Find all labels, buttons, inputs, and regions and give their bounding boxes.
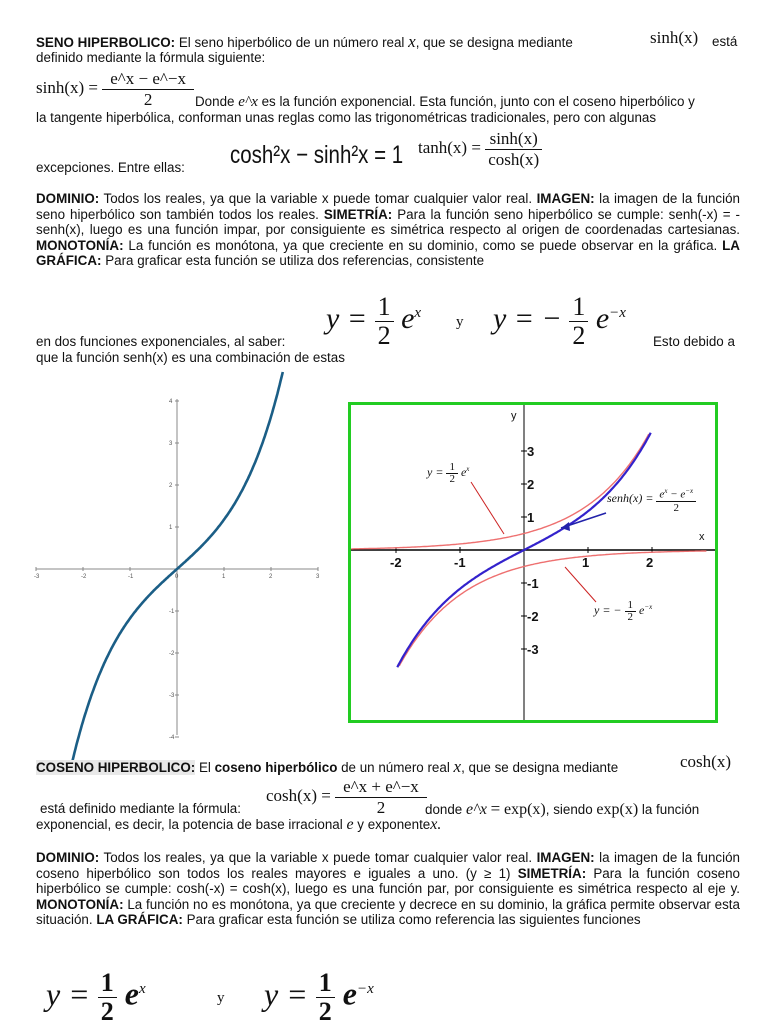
monotonia-text: La función es monótona, ya que creciente en su dominio, como se puede observar en la gráfica. [128, 237, 718, 253]
e-x: e^x [238, 94, 258, 110]
x-tick-label: 1 [222, 574, 226, 580]
exp-x-2: exp(x) [596, 801, 639, 818]
x-axis-label: x [699, 531, 705, 543]
x-tick-label: 0 [175, 574, 179, 580]
cosh-formula [266, 774, 427, 818]
cosh-formula-numerator: e^x + e^−x [335, 777, 427, 798]
sinh-formula-fraction [102, 69, 194, 110]
y-tick-label: -3 [527, 642, 539, 657]
esta-definido-text: está definido mediante la fórmula: [40, 801, 241, 816]
excepciones-text: excepciones. Entre ellas: [36, 160, 185, 175]
sinh-notation: sinh(x) [650, 28, 699, 47]
sinh-donde-line [195, 94, 695, 111]
cosh-intro-b: , que se designa mediante [461, 760, 619, 775]
cosh-dominio-text: Todos los reales, ya que la variable x puede tomar cualquier valor real. [103, 850, 533, 865]
ref-y-connector-cosh: y [217, 990, 225, 1006]
cosh-properties-paragraph [36, 850, 740, 928]
sinh-formula [36, 66, 194, 110]
sinh-formula-numerator: e^x − e^−x [102, 69, 194, 90]
label-upper-ref: y = $\frac{1}{2}$ $e^x$ [427, 460, 470, 485]
y-tick-label: -1 [527, 576, 539, 591]
sinh-formula-denominator: 2 [143, 89, 153, 109]
dominio-label: DOMINIO: [36, 191, 100, 206]
y-tick-label: -2 [527, 609, 539, 624]
esto-debido-text: Esto debido a [653, 334, 735, 349]
combinacion-text: que la función senh(x) es una combinación de estas [36, 350, 345, 365]
monotonia-label: MONOTONÍA: [36, 237, 124, 253]
sinh-heading: SENO HIPERBOLICO: [36, 35, 176, 50]
sinh-graph-canvas [351, 405, 715, 720]
tanh-formula [418, 126, 542, 170]
cosh-dominio-label: DOMINIO: [36, 850, 100, 865]
x-tick-label: -1 [128, 574, 134, 580]
cosh-formula-lhs: cosh(x) = [266, 786, 331, 805]
cosh-donde-line [425, 801, 699, 818]
tanh-numerator: sinh(x) [485, 129, 542, 150]
e-letter: e [346, 816, 354, 833]
cosh-bold-term: coseno hiperbólico [214, 760, 338, 775]
grafica-label: LA GRÁFICA: [36, 237, 740, 269]
sinh-line4: la tangente hiperbólica, conforman unas reglas como las trigonométricas tradicionales, pero con algunas [36, 110, 657, 125]
x-tick-label: 2 [269, 574, 273, 580]
tanh-lhs: tanh(x) = [418, 138, 481, 157]
cosh-line3 [36, 817, 441, 833]
cosh-grafica-label: LA GRÁFICA: [96, 912, 183, 928]
x-tick-label: 3 [316, 574, 320, 580]
simetria-text: Para la función seno hiperbólico se cumple: senh(-x) = -senh(x), luego es una función impar, por consiguiente es simétrica respecto al origen de coordenadas cartesianas. [36, 206, 740, 238]
tanh-denominator: cosh(x) [488, 149, 540, 169]
cosh-formula-denominator: 2 [376, 797, 386, 817]
siendo: , siendo [545, 802, 593, 817]
grafica-text: Para graficar esta función se utiliza dos referencias, consistente [105, 253, 485, 269]
cosh-line3a: exponencial, es decir, la potencia de base irracional [36, 817, 343, 832]
x-tick-label: -2 [81, 574, 87, 580]
imagen-label: IMAGEN: [536, 191, 595, 206]
upper-label-pointer [471, 482, 504, 534]
sinh-graph-simple [34, 395, 320, 741]
cosh-heading: COSENO HIPERBOLICO: [36, 760, 196, 775]
y-tick-label: 3 [527, 444, 535, 459]
y-tick-label: -2 [169, 651, 175, 657]
ref-eq-lower-cosh: y = $\frac{1}{2}$ $e^{-x}$ [264, 967, 374, 1026]
sinh-properties-paragraph [36, 191, 740, 269]
cosh-donde: donde [425, 802, 463, 817]
y-tick-label: 4 [169, 399, 173, 405]
cosh-monotonia-text: La función no es monótona, ya que creciente y decrece en su dominio, la gráfica permite observar esta situación. [36, 896, 740, 928]
ref-eq-upper-cosh: y = $\frac{1}{2}$ $e^x$ [46, 967, 146, 1026]
y-tick-label: -3 [169, 693, 175, 699]
ref-y-connector: y [456, 314, 464, 330]
cosh-el: El [198, 760, 211, 775]
lower-label-pointer [565, 567, 596, 602]
y-axis-label: y [511, 410, 517, 422]
ref-eq-lower-sinh: y = − $\frac{1}{2}$ $e^{-x}$ [493, 291, 626, 350]
cosh-formula-fraction [335, 777, 427, 818]
y-tick-label: 1 [527, 510, 535, 525]
imagen-text: la imagen de la función seno hiperbólico son también todos los reales. [36, 191, 741, 222]
sinh-intro-line2: definido mediante la fórmula siguiente: [36, 50, 266, 65]
eq-sign: = [490, 799, 501, 818]
sinh-intro-c: está [712, 34, 738, 49]
y-tick-label: 3 [169, 441, 173, 447]
sinh-formula-lhs: sinh(x) = [36, 78, 98, 97]
sinh-intro-a: El seno hiperbólico de un número real [178, 35, 405, 50]
y-tick-label: -4 [169, 735, 175, 741]
label-lower-ref: y = − $\frac{1}{2}$ $e^{-x}$ [594, 598, 653, 623]
cosh-imagen-label: IMAGEN: [536, 850, 595, 865]
cosh-imagen-text: la imagen de la función coseno hiperbólico son todos los reales mayores e iguales a uno. (y ≥ 1) [36, 850, 741, 881]
upper-reference-curve [351, 434, 649, 549]
sinh-intro-b: , que se designa mediante [415, 35, 573, 50]
simetria-label: SIMETRÍA: [323, 206, 393, 222]
x-tick-label: 2 [646, 555, 654, 570]
x-tick-label: -1 [454, 555, 466, 570]
en-dos-text: en dos funciones exponenciales, al saber: [36, 334, 286, 349]
cosh-monotonia-label: MONOTONÍA: [36, 896, 124, 912]
y-tick-label: 2 [169, 483, 173, 489]
exp-x: exp(x) [504, 801, 546, 818]
sinh-intro-line [36, 34, 573, 51]
y-tick-label: 2 [527, 477, 535, 492]
donde-b: es la función exponencial. Esta función, junto con el coseno hiperbólico y [261, 94, 695, 109]
sinh-graph-framed [348, 402, 718, 723]
cosh-notation: cosh(x) [680, 752, 731, 771]
x-tick-label: -3 [34, 574, 40, 580]
hyperbolic-identity: cosh²x − sinh²x = 1 [230, 141, 404, 169]
la-funcion: la función [641, 802, 700, 817]
tanh-fraction [485, 129, 542, 170]
e-x: e^x [465, 801, 487, 818]
ref-eq-upper-sinh: y = $\frac{1}{2}$ $e^x$ [326, 291, 422, 350]
dominio-text: Todos los reales, ya que la variable x puede tomar cualquier valor real. [103, 191, 533, 206]
cosh-intro-a: de un número real [341, 760, 450, 775]
label-sinh: senh(x) = $\frac{e^x - e^{-x}}{2}$ [607, 485, 696, 514]
cosh-simetria-text: Para la función coseno hiperbólico se cumple: cosh(-x) = cosh(x), luego es una función par, por consiguiente es simétrica respecto al eje y. [36, 865, 740, 897]
var-x-2: x. [430, 816, 442, 833]
cosh-line3b: y exponente [357, 817, 431, 832]
y-tick-label: -1 [169, 609, 175, 615]
x-tick-label: -2 [390, 555, 402, 570]
x-tick-label: 1 [582, 555, 590, 570]
var-x: x [408, 32, 416, 51]
cosh-simetria-label: SIMETRÍA: [517, 865, 587, 881]
var-x: x [453, 757, 462, 776]
cosh-grafica-text: Para graficar esta función se utiliza como referencia las siguientes funciones [186, 912, 641, 928]
donde-a: Donde [195, 94, 235, 109]
lower-reference-curve [399, 551, 706, 666]
y-tick-label: 1 [169, 525, 173, 531]
